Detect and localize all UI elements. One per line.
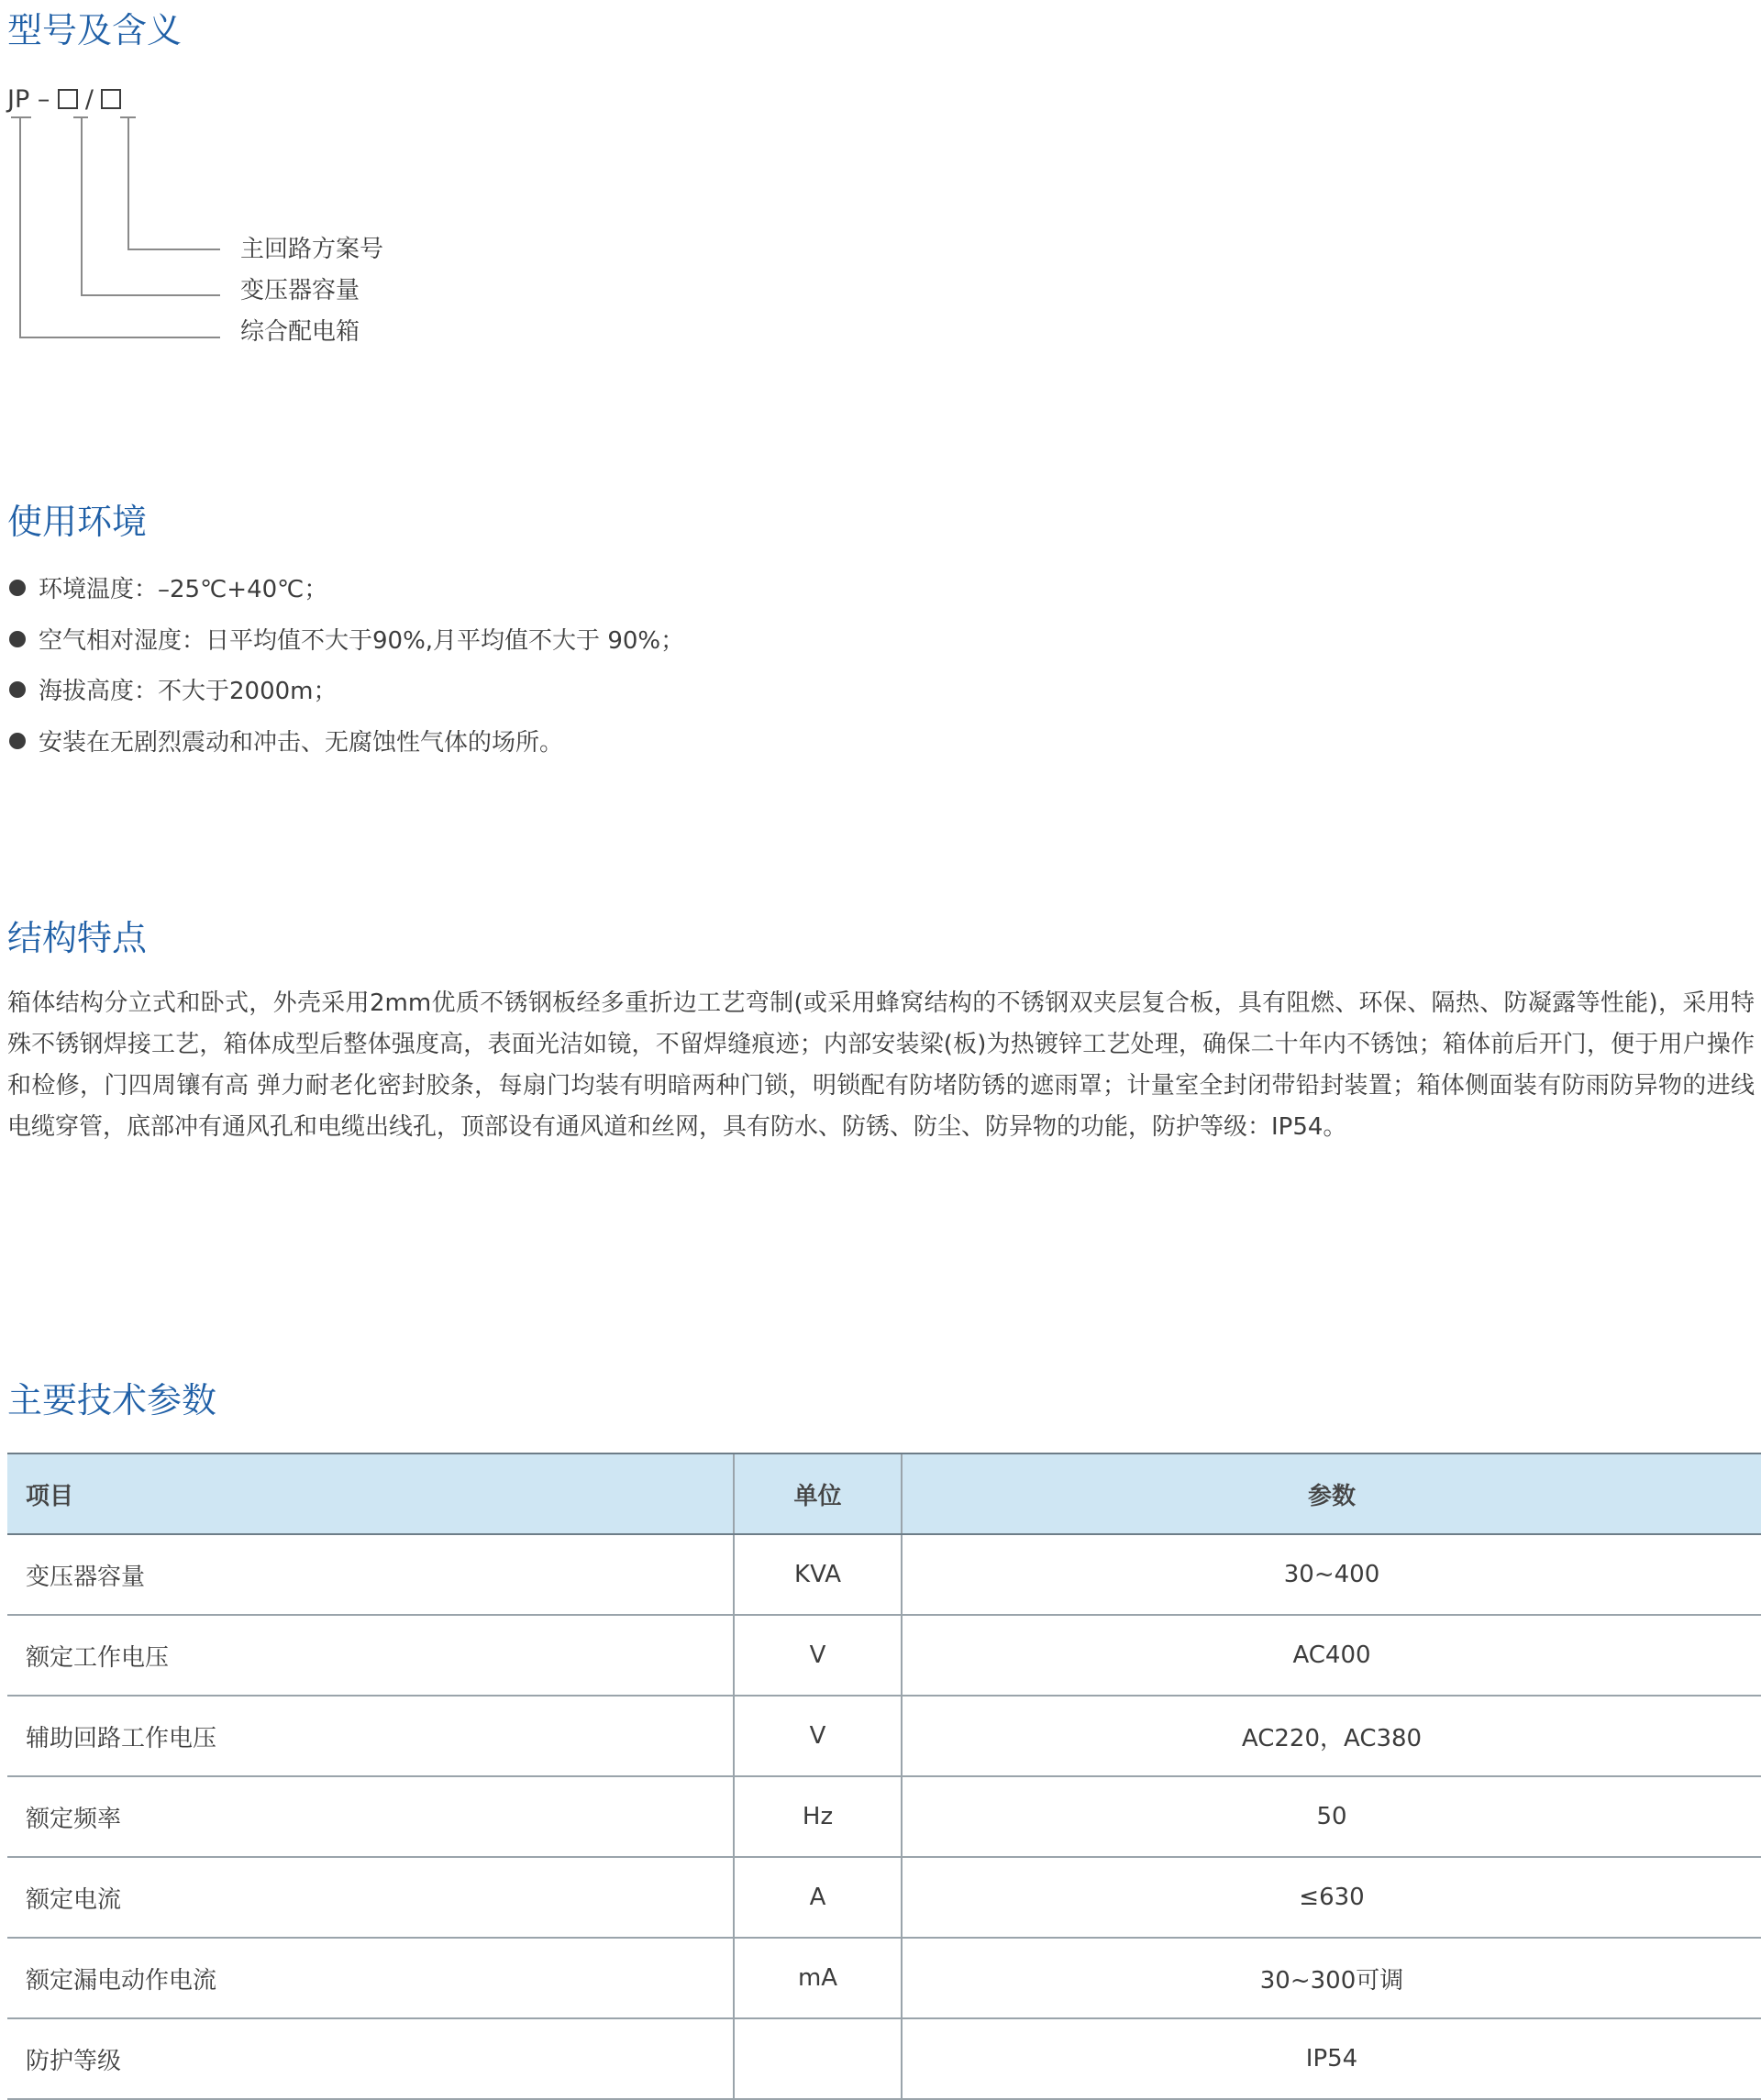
label-main-circuit-scheme: 主回路方案号 xyxy=(240,236,384,263)
row-item: 防护等级 xyxy=(7,2018,734,2099)
model-code-prefix: JP – xyxy=(7,85,50,114)
row-unit: V xyxy=(734,1696,902,1776)
row-item: 额定电流 xyxy=(7,1857,734,1938)
environment-item: 海拔高度：不大于2000m； xyxy=(9,676,338,707)
row-item: 辅助回路工作电压 xyxy=(7,1696,734,1776)
row-item: 变压器容量 xyxy=(7,1534,734,1615)
bullet-dot-icon xyxy=(9,733,26,749)
table-row xyxy=(7,1534,1761,1615)
row-unit: KVA xyxy=(734,1534,902,1615)
model-section-title: 型号及含义 xyxy=(7,10,183,50)
label-transformer-capacity: 变压器容量 xyxy=(240,277,360,304)
row-item: 额定漏电动作电流 xyxy=(7,1938,734,2018)
environment-item: 安装在无剧烈震动和冲击、无腐蚀性气体的场所。 xyxy=(9,727,563,758)
table-row xyxy=(7,1857,1761,1938)
row-unit: V xyxy=(734,1615,902,1696)
row-item: 额定频率 xyxy=(7,1776,734,1857)
row-value: ≤630 xyxy=(902,1857,1761,1938)
row-unit xyxy=(734,2018,902,2099)
environment-section-title: 使用环境 xyxy=(7,502,148,542)
column-header-unit: 单位 xyxy=(734,1453,902,1534)
column-header-value: 参数 xyxy=(902,1453,1761,1534)
bullet-dot-icon xyxy=(9,681,26,698)
table-row xyxy=(7,2018,1761,2099)
table-row xyxy=(7,1696,1761,1776)
environment-item: 空气相对湿度：日平均值不大于90%,月平均值不大于 90%； xyxy=(9,625,684,657)
model-code-connector-lines xyxy=(0,0,238,348)
params-section-title: 主要技术参数 xyxy=(7,1380,217,1420)
row-value: 50 xyxy=(902,1776,1761,1857)
row-item: 额定工作电压 xyxy=(7,1615,734,1696)
row-value: IP54 xyxy=(902,2018,1761,2099)
column-header-item: 项目 xyxy=(7,1453,734,1534)
table-row xyxy=(7,1938,1761,2018)
row-value: 30~400 xyxy=(902,1534,1761,1615)
bullet-dot-icon xyxy=(9,631,26,647)
model-code-slash: / xyxy=(84,85,94,114)
row-value: AC400 xyxy=(902,1615,1761,1696)
table-header-row xyxy=(7,1453,1761,1534)
structure-section-title: 结构特点 xyxy=(7,918,148,958)
label-integrated-distribution-box: 综合配电箱 xyxy=(240,318,360,346)
row-value: AC220，AC380 xyxy=(902,1696,1761,1776)
row-value: 30~300可调 xyxy=(902,1938,1761,2018)
row-unit: A xyxy=(734,1857,902,1938)
technical-parameters-table xyxy=(7,1453,1761,2100)
table-row xyxy=(7,1615,1761,1696)
row-unit: Hz xyxy=(734,1776,902,1857)
bullet-dot-icon xyxy=(9,580,26,596)
environment-item: 环境温度：–25℃+40℃； xyxy=(9,574,327,605)
table-row xyxy=(7,1776,1761,1857)
row-unit: mA xyxy=(734,1938,902,2018)
structure-paragraph: 箱体结构分立式和卧式，外壳采用2mm优质不锈钢板经多重折边工艺弯制(或采用蜂窝结构的不锈钢双夹层复合板，具有阻燃、环保、隔热、防凝露等性能)，采用特殊不锈钢焊接工艺，箱体成型后整体强度高，表面光洁如镜，不留焊缝痕迹；内部安装梁(板)为热镀锌工艺处理，确保二十年内不锈蚀；箱体前后开门，便于用户操作和检修，门四周镶有高 弹力耐老化密封胶条，每扇门均装有明暗两种门锁，明锁配有防堵防锈的遮雨罩；计量室全封闭带铅封装置；箱体侧面装有防雨防异物的进线电缆穿管，底部冲有通风孔和电缆出线孔，顶部设有通风道和丝网，具有防水、防锈、防尘、防异物的功能，防护等级：IP54。 xyxy=(7,989,1755,1141)
